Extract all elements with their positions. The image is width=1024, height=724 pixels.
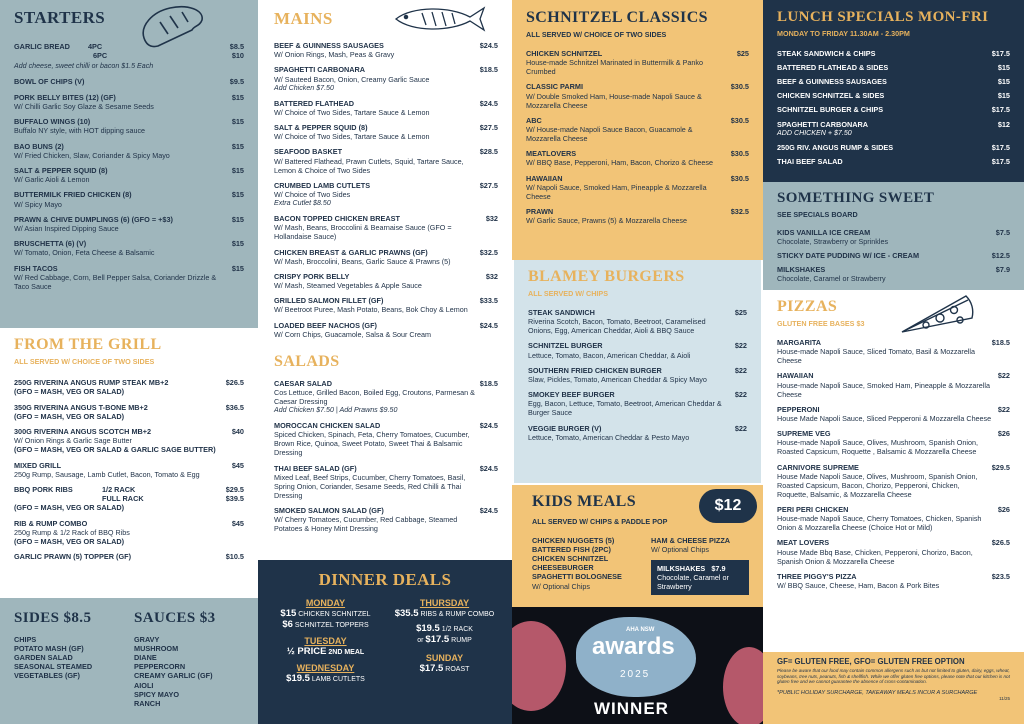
dinner-deals-section — [258, 560, 512, 724]
menu-item: BOWL OF CHIPS (V) $9.5 — [14, 77, 244, 87]
sides-title: SIDES $8.5 — [14, 610, 92, 626]
menu-item: GARLIC PRAWN (5) TOPPER (GF) $10.5 — [14, 552, 244, 562]
menu-item: SUPREME VEG House-made Napoli Sauce, Olives, Mushroom, Spanish Onion, Roasted Capsicum, Roquette , Balsamic & Mozzarella Cheese $26 — [777, 429, 1010, 457]
menu-item: SCHNITZEL BURGER Lettuce, Tomato, Bacon, American Cheddar, & Aioli $22 — [528, 341, 747, 360]
flower-left — [512, 621, 566, 711]
menu-item: VEGGIE BURGER (V) Lettuce, Tomato, American Cheddar & Pesto Mayo $22 — [528, 423, 747, 442]
grill-title: FROM THE GRILL — [14, 336, 162, 353]
menu-item: FISH TACOS W/ Red Cabbage, Corn, Bell Pepper Salsa, Coriander Drizzle & Taco Sauce $15 — [14, 263, 244, 291]
lunch-section — [763, 0, 1024, 182]
kids-section: KIDS MEALS $12 ALL SERVED W/ CHIPS & PADDLE POP CHICKEN NUGGETS (5) BATTERED FISH (2PC) CHICKEN SCHNITZEL CHEESEBURGER SPAGHETTI BOLOGNESE W/ Optional Chips HAM & CHEESE PIZZA W/ Optional Chips MILKSHAKES $7.9 Chocolate, Caramel or Strawberry — [512, 485, 763, 607]
menu-item: SMOKED SALMON SALAD (GF) W/ Cherry Tomatoes, Cucumber, Red Cabbage, Steamed Potatoes & Honey Mint Dressing $24.5 — [274, 505, 498, 534]
fish-icon — [392, 4, 488, 34]
starters-section — [0, 0, 258, 328]
deal-tuesday: TUESDAY ½ PRICE 2ND MEAL — [286, 636, 365, 657]
grill-subtitle: ALL SERVED W/ CHOICE OF TWO SIDES — [14, 357, 155, 366]
pizzas-subtitle: GLUTEN FREE BASES $3 — [777, 319, 865, 328]
menu-item: KIDS VANILLA ICE CREAM Chocolate, Strawberry or Sprinkles $7.5 — [777, 228, 1010, 247]
menu-item: PEPPERONI House Made Napoli Sauce, Sliced Pepperoni & Mozzarella Cheese $22 — [777, 404, 1010, 423]
column-2 — [258, 0, 512, 724]
menu-item: 300G RIVERINA ANGUS SCOTCH MB+2 W/ Onion Rings & Garlic Sage Butter (GFO = MASH, VEG OR SALAD & GARLIC SAGE BUTTER) $40 — [14, 427, 244, 455]
pizza-slice-icon — [896, 292, 976, 338]
menu-item: MEAT LOVERS House Made Bbq Base, Chicken, Pepperoni, Chorizo, Bacon, Spanish Onion & Mozzarella Cheese $26.5 — [777, 538, 1010, 566]
menu-item: CRUMBED LAMB CUTLETS W/ Choice of Two Sides Extra Cutlet $8.50 $27.5 — [274, 180, 498, 207]
kids-list: CHICKEN NUGGETS (5) BATTERED FISH (2PC) CHICKEN SCHNITZEL CHEESEBURGER SPAGHETTI BOLOGNESE W/ Optional Chips — [532, 536, 622, 591]
menu-item: BUFFALO WINGS (10) Buffalo NY style, with HOT dipping sauce $15 — [14, 117, 244, 136]
menu-item: THAI BEEF SALAD $17.5 — [777, 156, 1010, 166]
menu-item: SOUTHERN FRIED CHICKEN BURGER Slaw, Pickles, Tomato, American Cheddar & Spicy Mayo $22 — [528, 365, 747, 384]
footer-surcharge: *PUBLIC HOLIDAY SURCHARGE, TAKEAWAY MEALS INCUR A SURCHARGE — [777, 690, 978, 697]
awards-year: 2025 — [620, 669, 651, 680]
garlic-bread-note: Add cheese, sweet chilli or bacon $1.5 Each — [14, 62, 154, 71]
menu-item: CHICKEN BREAST & GARLIC PRAWNS (GF) W/ Mash, Broccolini, Beans, Garlic Sauce & Prawns (5) $32.5 — [274, 247, 498, 266]
menu-item: PRAWN W/ Garlic Sauce, Prawns (5) & Mozzarella Cheese $32.5 — [526, 207, 749, 226]
menu-item: GARLIC BREAD 4PC 6PC $8.5 $10 — [14, 42, 244, 61]
column-1 — [0, 0, 258, 724]
menu-item: MIXED GRILL 250g Rump, Sausage, Lamb Cutlet, Bacon, Tomato & Egg $45 — [14, 460, 244, 479]
menu-item: CAESAR SALAD Cos Lettuce, Grilled Bacon, Boiled Egg, Croutons, Parmesan & Caesar Dressing Add Chicken $7.50 | Add Prawns $9.50 $18.5 — [274, 378, 498, 414]
burgers-title: BLAMEY BURGERS — [528, 268, 685, 285]
menu-item: 350G RIVERINA ANGUS T-BONE MB+2 (GFO = MASH, VEG OR SALAD) $36.5 — [14, 402, 244, 421]
menu-item: ABC W/ House-made Napoli Sauce Bacon, Guacamole & Mozzarella Cheese $30.5 — [526, 115, 749, 143]
menu-item: SPAGHETTI CARBONARA W/ Sauteed Bacon, Onion, Creamy Garlic Sauce Add Chicken $7.50 $18.5 — [274, 65, 498, 92]
burgers-subtitle: ALL SERVED W/ CHIPS — [528, 289, 609, 298]
menu-item: PORK BELLY BITES (12) (GF) W/ Chilli Garlic Soy Glaze & Sesame Seeds $15 — [14, 92, 244, 111]
menu-item: SALT & PEPPER SQUID (8) W/ Garlic Aioli & Lemon $15 — [14, 166, 244, 185]
menu-item: BATTERED FLATHEAD W/ Choice of Two Sides, Tartare Sauce & Lemon $24.5 — [274, 98, 498, 117]
schnitzel-title: SCHNITZEL CLASSICS — [526, 9, 708, 26]
mains-title: MAINS — [274, 9, 333, 28]
awards-brand: AHA NSW — [626, 627, 655, 633]
kids-title: KIDS MEALS — [532, 493, 637, 510]
kids-subtitle: ALL SERVED W/ CHIPS & PADDLE POP — [532, 517, 668, 526]
burgers-section — [512, 260, 763, 485]
grill-section — [0, 328, 258, 598]
lunch-title: LUNCH SPECIALS MON-FRI — [777, 9, 989, 25]
menu-item: MEATLOVERS W/ BBQ Base, Pepperoni, Ham, Bacon, Chorizo & Cheese $30.5 — [526, 149, 749, 168]
sauces-list: SAUCES $3 GRAVY MUSHROOM DIANE PEPPERCORN CREAMY GARLIC (GF) AIOLI SPICY MAYO RANCH — [134, 610, 216, 708]
schnitzel-section — [512, 0, 763, 260]
menu-item: GRILLED SALMON FILLET (GF) W/ Beetroot Puree, Mash Potato, Beans, Bok Choy & Lemon $33.5 — [274, 296, 498, 315]
menu-item: PRAWN & CHIVE DUMPLINGS (6) (GFO = +$3) W/ Asian Inspired Dipping Sauce $15 — [14, 214, 244, 233]
footer-code: 11/25 — [999, 696, 1010, 702]
pizzas-title: PIZZAS — [777, 298, 838, 315]
footer-section — [763, 652, 1024, 724]
column-3 — [512, 0, 763, 724]
menu-item: BEEF & GUINNESS SAUSAGES W/ Onion Rings, Mash, Peas & Gravy $24.5 — [274, 41, 498, 60]
menu-item: CHICKEN SCHNITZEL House-made Schnitzel Marinated in Buttermilk & Panko Crumbed $25 — [526, 49, 749, 77]
deal-thursday: THURSDAY $35.5 RIBS & RUMP COMBO $19.5 1/2 RACK or $17.5 RUMP — [394, 598, 495, 645]
awards-title: awards — [592, 633, 675, 660]
menu-item: THAI BEEF SALAD (GF) Mixed Leaf, Beef Strips, Cucumber, Cherry Tomatoes, Basil, Spring Onion, Coriander, Sesame Seeds, Red Chilli & Thai Dressing $24.5 — [274, 463, 498, 500]
footer-legend: GF= GLUTEN FREE, GFO= GLUTEN FREE OPTION — [777, 657, 965, 666]
awards-banner — [512, 607, 763, 724]
menu-item: 250G RIV. ANGUS RUMP & SIDES $17.5 — [777, 142, 1010, 152]
dinner-deals-title: DINNER DEALS — [318, 570, 452, 589]
menu-item: CHICKEN SCHNITZEL & SIDES $15 — [777, 91, 1010, 101]
menu-item: THREE PIGGY'S PIZZA W/ BBQ Sauce, Cheese, Ham, Bacon & Pork Bites $23.5 — [777, 571, 1010, 590]
menu-item: MARGARITA House-made Napoli Sauce, Sliced Tomato, Basil & Mozzarella Cheese $18.5 — [777, 338, 1010, 366]
menu-item: MILKSHAKES Chocolate, Caramel or Strawberry $7.9 — [777, 265, 1010, 284]
menu-item: BATTERED FLATHEAD & SIDES $15 — [777, 63, 1010, 73]
deal-monday: MONDAY $15 CHICKEN SCHNITZEL $6 SCHNITZEL TOPPERS — [280, 598, 371, 630]
menu-item: STEAK SANDWICH & CHIPS $17.5 — [777, 49, 1010, 58]
menu-item: BUTTERMILK FRIED CHICKEN (8) W/ Spicy Mayo $15 — [14, 190, 244, 209]
menu-item: BACON TOPPED CHICKEN BREAST W/ Mash, Beans, Broccolini & Bearnaise Sauce (GFO = Hollandaise Sauce) $32 — [274, 214, 498, 242]
mains-section — [258, 0, 512, 560]
footer-disclaimer: Please be aware that our food may contain common allergens such as but not limited to gluten, dairy, eggs, wheat, soybeans, tree nuts, peanuts, fish & shellfish. While we offer gluten free options, please note that our kitchen is not gluten free and we cannot guarantee the absence of cross-contamination. — [777, 668, 1010, 685]
sides-sauces-section — [0, 598, 258, 724]
menu-item: CLASSIC PARMI W/ Double Smoked Ham, House-made Napoli Sauce & Mozzarella Cheese $30.5 — [526, 82, 749, 110]
salads-title: SALADS — [274, 352, 340, 370]
sweet-section — [763, 182, 1024, 290]
lunch-subtitle: MONDAY TO FRIDAY 11.30AM - 2.30PM — [777, 29, 910, 38]
menu-item: SPAGHETTI CARBONARA ADD CHICKEN + $7.50 $12 — [777, 119, 1010, 137]
menu-item: STEAK SANDWICH Riverina Scotch, Bacon, Tomato, Beetroot, Caramelised Onions, Egg, American Cheddar, Aioli & BBQ Sauce $25 — [528, 308, 747, 336]
kids-pizza: HAM & CHEESE PIZZA — [651, 536, 731, 545]
menu-item: CARNIVORE SUPREME House Made Napoli Sauce, Olives, Mushroom, Spanish Onion, Roasted Capsicum, Bacon, Chorizo, Pepperoni, Chicken, Roquette, Balsamic, & Mozzarella Cheese $29.5 — [777, 462, 1010, 499]
column-4 — [763, 0, 1024, 724]
sauces-title: SAUCES $3 — [134, 610, 216, 626]
menu-item: HAWAIIAN W/ Napoli Sauce, Smoked Ham, Pineapple & Mozzarella Cheese $30.5 — [526, 173, 749, 201]
bread-icon — [138, 4, 206, 48]
menu-item: STICKY DATE PUDDING W/ ICE - CREAM $12.5 — [777, 251, 1010, 261]
schnitzel-subtitle: ALL SERVED W/ CHOICE OF TWO SIDES — [526, 30, 667, 39]
flower-right — [723, 647, 763, 724]
sides-list: SIDES $8.5 CHIPS POTATO MASH (GF) GARDEN SALAD SEASONAL STEAMED VEGETABLES (GF) — [14, 610, 134, 724]
sweet-title: SOMETHING SWEET — [777, 190, 935, 206]
menu-item: BRUSCHETTA (6) (V) W/ Tomato, Onion, Feta Cheese & Balsamic $15 — [14, 239, 244, 258]
deal-sunday: SUNDAY $17.5 ROAST — [419, 653, 470, 674]
menu-item: BAO BUNS (2) W/ Fried Chicken, Slaw, Coriander & Spicy Mayo $15 — [14, 141, 244, 160]
menu-item: 250G RIVERINA ANGUS RUMP STEAK MB+2 (GFO = MASH, VEG OR SALAD) $26.5 — [14, 378, 244, 397]
menu-item: MOROCCAN CHICKEN SALAD Spiced Chicken, Spinach, Feta, Cherry Tomatoes, Cucumber, Brown Rice, Quinoa, Sweet Potato, Sweet Thai & Balsamic Dressing $24.5 — [274, 421, 498, 458]
deal-wednesday: WEDNESDAY $19.5 LAMB CUTLETS — [286, 663, 365, 684]
menu-item: PERI PERI CHICKEN House-made Napoli Sauce, Cherry Tomatoes, Chicken, Spanish Onion & Mozzarella Cheese (Choice Hot or Mild) $26 — [777, 505, 1010, 533]
menu-item: SCHNITZEL BURGER & CHIPS $17.5 — [777, 105, 1010, 115]
sweet-subtitle: SEE SPECIALS BOARD — [777, 210, 858, 219]
menu-item: LOADED BEEF NACHOS (GF) W/ Corn Chips, Guacamole, Salsa & Sour Cream $24.5 — [274, 320, 498, 339]
awards-winner: WINNER — [594, 699, 669, 718]
menu-item: BEEF & GUINNESS SAUSAGES $15 — [777, 77, 1010, 87]
kids-price-badge: $12 — [699, 489, 757, 523]
menu-item: BBQ PORK RIBS 1/2 RACK FULL RACK (GFO = MASH, VEG OR SALAD) $29.5 $39.5 — [14, 484, 244, 513]
menu-item: RIB & RUMP COMBO 250g Rump & 1/2 Rack of BBQ Ribs (GFO = MASH, VEG OR SALAD) $45 — [14, 518, 244, 546]
pizzas-section — [763, 290, 1024, 652]
menu-item: SEAFOOD BASKET W/ Battered Flathead, Prawn Cutlets, Squid, Tartare Sauce, Lemon & Choice of Two Sides $28.5 — [274, 147, 498, 175]
menu-item: SALT & PEPPER SQUID (8) W/ Choice of Two Sides, Tartare Sauce & Lemon $27.5 — [274, 123, 498, 142]
starters-title: STARTERS — [14, 8, 106, 27]
menu-item: HAWAIIAN House-made Napoli Sauce, Smoked Ham, Pineapple & Mozzarella Cheese $22 — [777, 371, 1010, 399]
menu-item: CRISPY PORK BELLY W/ Mash, Steamed Vegetables & Apple Sauce $32 — [274, 271, 498, 291]
menu-item: SMOKEY BEEF BURGER Egg, Bacon, Lettuce, Tomato, Beetroot, American Cheddar & Burger Sauce $22 — [528, 390, 747, 418]
kids-milkshake-box: MILKSHAKES $7.9 Chocolate, Caramel or Strawberry — [651, 560, 749, 595]
